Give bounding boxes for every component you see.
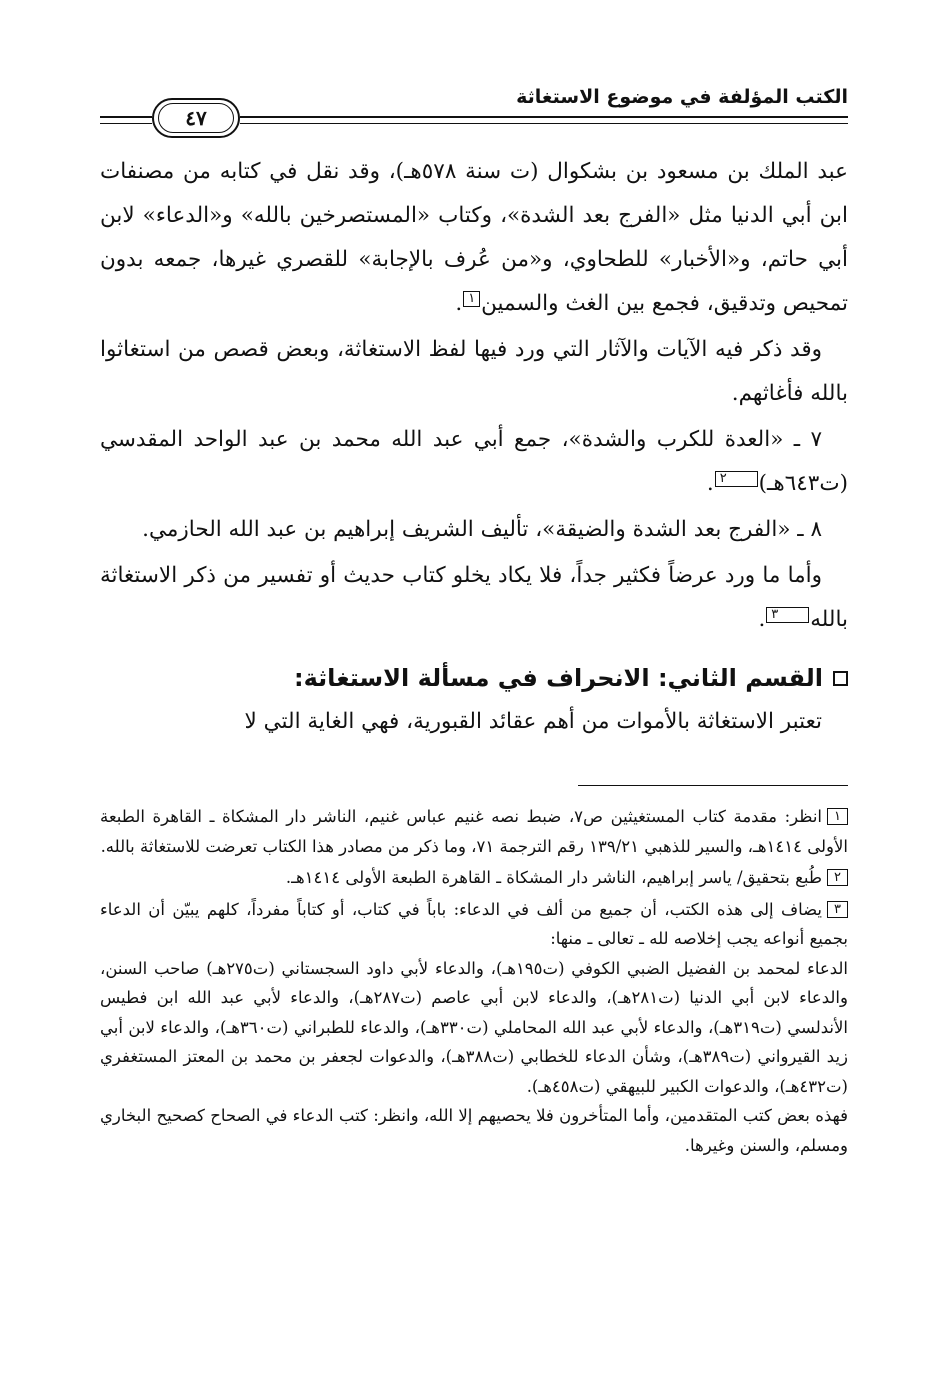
footnote-number: ٣ <box>827 901 848 918</box>
page-number-frame <box>152 98 240 138</box>
footnote-number: ٢ <box>827 869 848 886</box>
section-heading <box>100 656 848 700</box>
paragraph-end: . <box>706 471 714 496</box>
footnote <box>100 895 848 954</box>
paragraph: ٨ ـ «الفرج بعد الشدة والضيقة»، تأليف الشريف إبراهيم بن عبد الله الحازمي. <box>142 517 822 542</box>
paragraph: وقد ذكر فيه الآيات والآثار التي ورد فيها لفظ الاستغاثة، وبعض قصص من استغاثوا بالله فأغاثهم. <box>100 337 848 406</box>
header-rule <box>240 116 848 124</box>
paragraph-text: عبد الملك بن مسعود بن بشكوال (ت سنة ٥٧٨هـ)، وقد نقل في كتابه من مصنفات ابن أبي الدنيا مثل «الفرج بعد الشدة»، وكتاب «المستصرخين بالله» و«الدعاء» لابن أبي حاتم، و«الأخبار» للطحاوي، و«من عُرف بالإجابة» للقصري غيرها، جمعه بدون تمحيص وتدقيق، فجمع بين الغث والسمين <box>100 159 848 316</box>
paragraph-text: ٧ ـ «العدة للكرب والشدة»، جمع أبي عبد الله محمد بن عبد الواحد المقدسي (ت٦٤٣هـ) <box>100 427 848 496</box>
book-page <box>100 0 848 1386</box>
footnote <box>100 802 848 861</box>
page-header <box>100 82 848 132</box>
footnotes <box>100 800 848 1160</box>
footnote-ref: ٣ <box>766 607 809 623</box>
section-heading-text: القسم الثاني: الانحراف في مسألة الاستغاثة: <box>294 664 823 692</box>
paragraph <box>100 554 848 642</box>
footnote <box>100 863 848 893</box>
footnote-text: يضاف إلى هذه الكتب، أن جميع من ألف في الدعاء: باباً في كتاب، أو كتاباً مفرداً، كلهم يبيّن أن الدعاء بجميع أنواعه يجب إخلاصه لله ـ تعالى ـ منها: <box>100 899 848 948</box>
paragraph-end: . <box>758 607 766 632</box>
footnote-text: انظر: مقدمة كتاب المستغيثين ص٧، ضبط نصه غنيم عباس غنيم، الناشر دار المشكاة ـ القاهرة الطبعة الأولى ١٤١٤هـ، والسير للذهبي ١٣٩/٢١ رقم الترجمة ٧١، وما ذكر من مصادر هذا الكتاب تعرضت للاستغاثة بالله. <box>100 807 848 856</box>
square-bullet-icon <box>833 671 848 686</box>
paragraph-text: وأما ما ورد عرضاً فكثير جداً، فلا يكاد يخلو كتاب حديث أو تفسير من ذكر الاستغاثة بالله <box>100 563 848 632</box>
footnote-separator <box>578 785 848 786</box>
footnote-ref: ٢ <box>715 471 758 487</box>
footnote-continuation: فهذه بعض كتب المتقدمين، وأما المتأخرون فلا يحصيهم إلا الله، وانظر: كتب الدعاء في الصحاح كصحيح البخاري ومسلم، والسنن وغيرها. <box>100 1106 848 1155</box>
paragraph <box>100 150 848 326</box>
footnote-ref: ١ <box>463 291 480 307</box>
header-rule-left <box>100 116 152 124</box>
running-title: الكتب المؤلفة في موضوع الاستغاثة <box>516 86 848 108</box>
footnote-continuation: الدعاء لمحمد بن الفضيل الضبي الكوفي (ت١٩٥هـ)، والدعاء لأبي داود السجستاني (ت٢٧٥هـ) صاحب السنن، والدعاء لابن أبي الدنيا (ت٢٨١هـ)، والدعاء لابن أبي عاصم (ت٢٨٧هـ)، والدعاء لأبي عبد الله ابن فطيس الأندلسي (ت٣١٩هـ)، والدعاء لأبي عبد الله المحاملي (ت٣٣٠هـ)، والدعاء للطبراني (ت٣٦٠هـ)، والدعاء لابن أبي زيد القيرواني (ت٣٨٩هـ)، وشأن الدعاء للخطابي (ت٣٨٨هـ)، والدعوات لجعفر بن محمد بن المعتز المستغفري (ت٤٣٢هـ)، والدعوات الكبير للبيهقي (ت٤٥٨هـ). <box>100 958 848 1096</box>
paragraph-end: . <box>455 291 463 316</box>
paragraph: تعتبر الاستغاثة بالأموات من أهم عقائد القبورية، فهي الغاية التي لا <box>244 709 822 734</box>
main-text <box>100 150 848 746</box>
footnote-text: طُبع بتحقيق/ ياسر إبراهيم، الناشر دار المشكاة ـ القاهرة الطبعة الأولى ١٤١٤هـ. <box>285 868 823 887</box>
paragraph <box>100 418 848 506</box>
footnote-number: ١ <box>827 808 848 825</box>
page-number: ٤٧ <box>158 103 234 133</box>
